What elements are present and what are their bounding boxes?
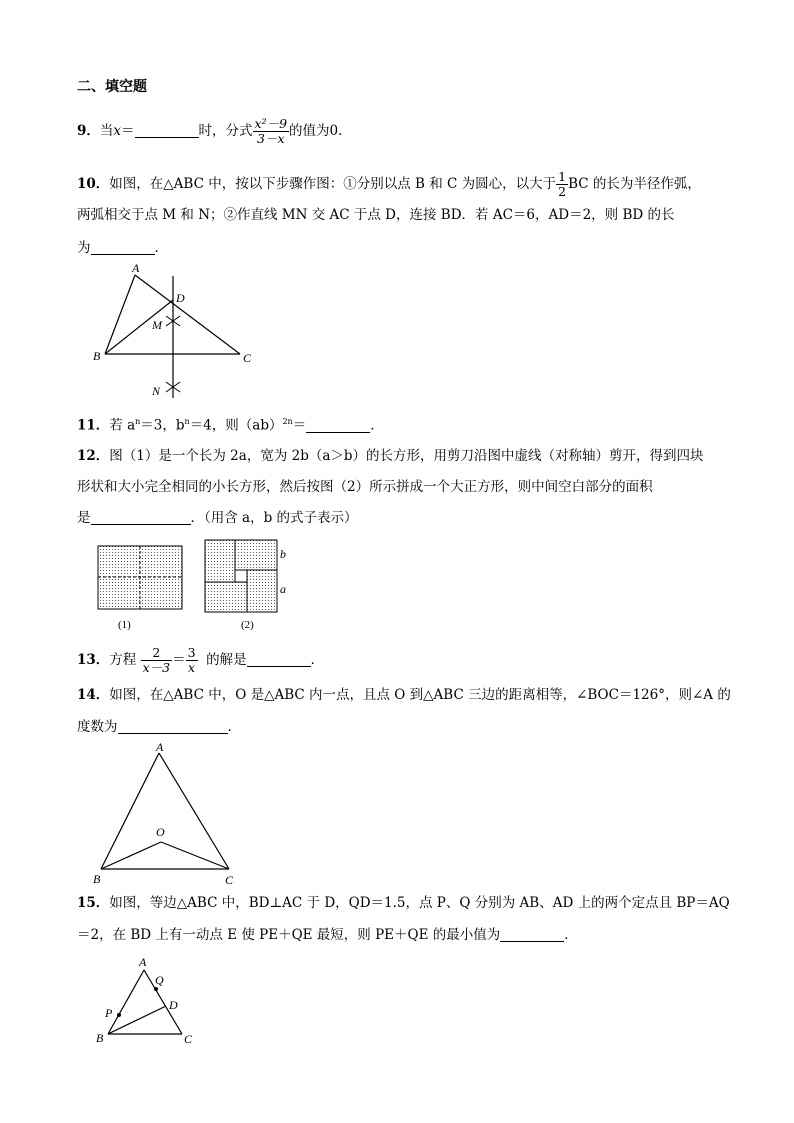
label-D: D — [169, 998, 178, 1012]
label-O: O — [156, 825, 165, 839]
section-title: 二、填空题 — [77, 79, 147, 95]
q13-fraction-left: $\frac{2}{x-3}$ — [142, 645, 171, 675]
label-C: C — [225, 873, 234, 887]
q15-figure — [88, 952, 218, 1052]
q9-pre: 当 — [99, 123, 114, 139]
question-number: 10． — [77, 176, 110, 192]
fig1-caption: (1) — [118, 619, 131, 631]
question-10-line2: 两弧相交于点 M 和 N；②作直线 MN 交 AC 于点 D，连接 BD．若 AC＝6，AD＝2，则 BD 的长 — [77, 207, 675, 223]
question-11: 11．若 $a^n=3$，$b^n=4$，则（ab）$^{2n}$＝ ． — [77, 417, 384, 434]
answer-blank[interactable] — [306, 418, 370, 433]
question-15-line1: 15．如图，等边△ABC 中，BD⊥AC 于 D，QD＝1.5，点 P、Q 分别为 AB、AD 上的两个定点且 BP＝AQ — [77, 895, 730, 911]
label-A: A — [139, 955, 147, 969]
label-N: N — [152, 384, 161, 398]
label-C: C — [243, 351, 252, 365]
label-D: D — [176, 291, 185, 305]
answer-blank[interactable] — [135, 123, 199, 138]
question-number: 15． — [77, 895, 110, 911]
question-13: 13．方程 $\frac{2}{x-3}$ ＝ $\frac{3}{x}$ 的解是 ． — [77, 645, 325, 675]
question-12-line2: 形状和大小完全相同的小长方形，然后按图（2）所示拼成一个大正方形，则中间空白部分的面积 — [77, 479, 653, 495]
q9-fraction: $\frac{\text{x²－9}}{3-x}$ — [254, 116, 288, 146]
question-number: 12． — [77, 448, 110, 464]
q9-mid: 时，分式 — [198, 123, 253, 139]
question-15-line2: ＝2，在 BD 上有一动点 E 使 PE＋QE 最短，则 PE＋QE 的最小值为 ． — [77, 927, 578, 943]
label-P: P — [105, 1006, 113, 1020]
label-M: M — [152, 318, 162, 332]
label-Q: Q — [155, 973, 164, 987]
answer-blank[interactable] — [118, 719, 228, 734]
question-number: 9． — [77, 123, 100, 139]
question-12-line3: 是 ．（用含 a，b 的式子表示） — [77, 510, 358, 526]
question-10-line1 — [77, 170, 701, 199]
answer-blank[interactable] — [91, 240, 155, 255]
question-number: 11． — [77, 417, 110, 434]
label-a: a — [280, 582, 286, 596]
label-B: B — [96, 1031, 104, 1045]
question-number: 13． — [77, 652, 110, 668]
fig2-caption: (2) — [241, 619, 254, 631]
question-10-line3: 为 ． — [77, 240, 168, 256]
q13-fraction-right: $\frac{3}{x}$ — [187, 645, 196, 675]
q9-var: x — [113, 123, 122, 139]
question-number: 14． — [77, 687, 110, 703]
question-14-line1: 14．如图，在△ABC 中，O 是△ABC 内一点，且点 O 到△ABC 三边的距离相等，∠BOC＝126°，则∠A 的 — [77, 687, 731, 703]
q9-post: 的值为0. — [289, 123, 343, 139]
label-B: B — [93, 349, 101, 363]
label-A: A — [132, 261, 140, 275]
answer-blank[interactable] — [500, 927, 564, 942]
answer-blank[interactable] — [247, 652, 311, 667]
q10-line1a: 如图，在△ABC 中，按以下步骤作图：①分别以点 B 和 C 为圆心，以大于 — [109, 176, 557, 192]
question-14-line2: 度数为 ． — [77, 719, 241, 735]
label-B: B — [93, 872, 101, 886]
label-C: C — [184, 1032, 193, 1046]
label-A: A — [156, 740, 164, 754]
q14-figure — [88, 740, 248, 890]
answer-blank[interactable] — [91, 510, 191, 525]
q9-eq: ＝ — [121, 123, 135, 139]
q10-figure — [88, 258, 268, 408]
label-b: b — [280, 547, 286, 561]
q10-line1b: BC 的长为半径作弧， — [568, 176, 701, 192]
question-9 — [77, 117, 342, 146]
q10-half-fraction: $\frac{1}{2}$ — [558, 169, 567, 199]
question-12-line1: 12．图（1）是一个长为 2a，宽为 2b（a＞b）的长方形，用剪刀沿图中虚线（对称轴）剪开，得到四块 — [77, 448, 704, 464]
